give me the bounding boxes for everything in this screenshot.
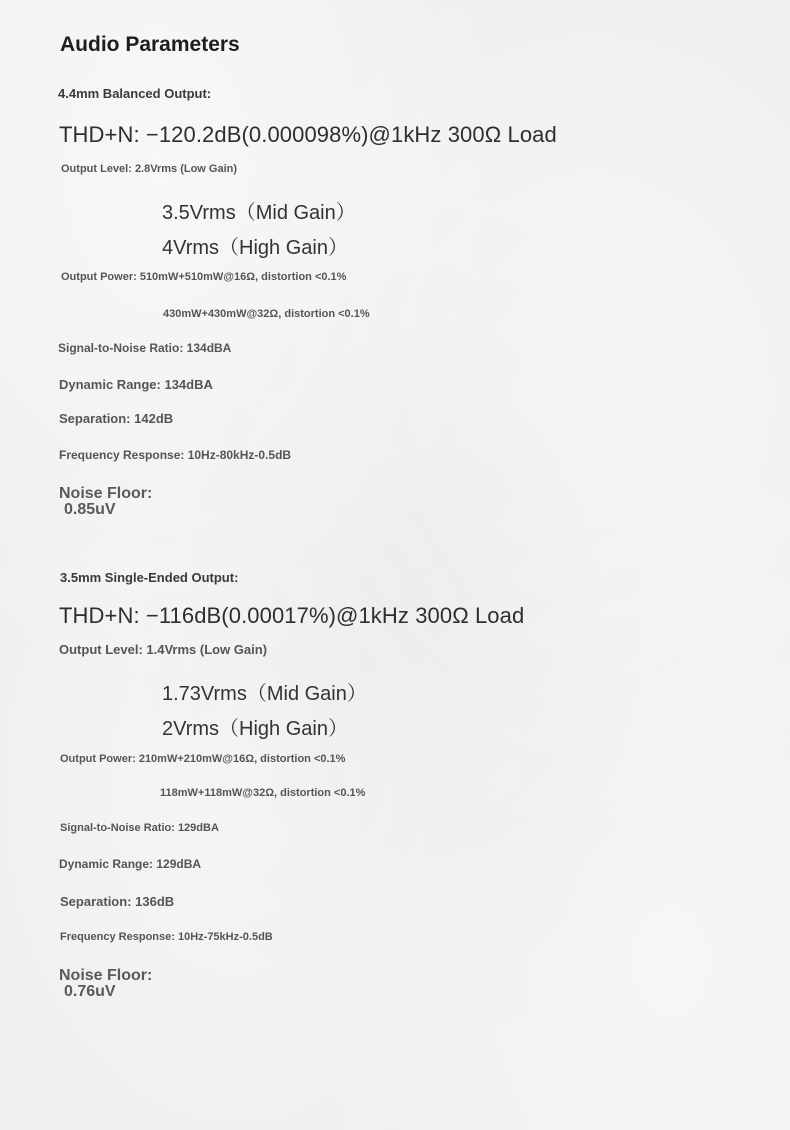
balanced-frequency-response: Frequency Response: 10Hz-80kHz-0.5dB <box>59 448 292 462</box>
single-ended-output-power-16: Output Power: 210mW+210mW@16Ω, distortion <0.1% <box>60 753 346 765</box>
balanced-output-power-32: 430mW+430mW@32Ω, distortion <0.1% <box>163 308 370 320</box>
page-title: Audio Parameters <box>60 33 240 56</box>
single-ended-mid-gain: 1.73Vrms（Mid Gain） <box>162 683 367 705</box>
single-ended-dynamic-range: Dynamic Range: 129dBA <box>59 857 202 871</box>
balanced-high-gain: 4Vrms（High Gain） <box>162 237 348 259</box>
single-ended-frequency-response: Frequency Response: 10Hz-75kHz-0.5dB <box>60 931 273 943</box>
balanced-noise-floor-value: 0.85uV <box>64 501 116 518</box>
balanced-output-level: Output Level: 2.8Vrms (Low Gain) <box>61 163 238 175</box>
balanced-separation: Separation: 142dB <box>59 411 174 426</box>
single-ended-noise-floor-label: Noise Floor: <box>59 967 153 984</box>
balanced-dynamic-range: Dynamic Range: 134dBA <box>59 377 213 392</box>
balanced-noise-floor-label: Noise Floor: <box>59 485 153 502</box>
single-ended-noise-floor-value: 0.76uV <box>64 983 116 1000</box>
single-ended-thd: THD+N: −116dB(0.00017%)@1kHz 300Ω Load <box>59 603 525 628</box>
single-ended-separation: Separation: 136dB <box>60 894 175 909</box>
balanced-snr: Signal-to-Noise Ratio: 134dBA <box>58 341 232 355</box>
balanced-thd: THD+N: −120.2dB(0.000098%)@1kHz 300Ω Load <box>59 122 557 147</box>
balanced-output-power-16: Output Power: 510mW+510mW@16Ω, distortion <0.1% <box>61 271 347 283</box>
single-ended-heading: 3.5mm Single-Ended Output: <box>60 570 239 585</box>
balanced-heading: 4.4mm Balanced Output: <box>58 86 212 101</box>
balanced-mid-gain: 3.5Vrms（Mid Gain） <box>162 202 356 224</box>
single-ended-snr: Signal-to-Noise Ratio: 129dBA <box>60 822 219 834</box>
single-ended-high-gain: 2Vrms（High Gain） <box>162 718 348 740</box>
single-ended-output-power-32: 118mW+118mW@32Ω, distortion <0.1% <box>160 787 366 799</box>
single-ended-output-level: Output Level: 1.4Vrms (Low Gain) <box>59 642 268 657</box>
